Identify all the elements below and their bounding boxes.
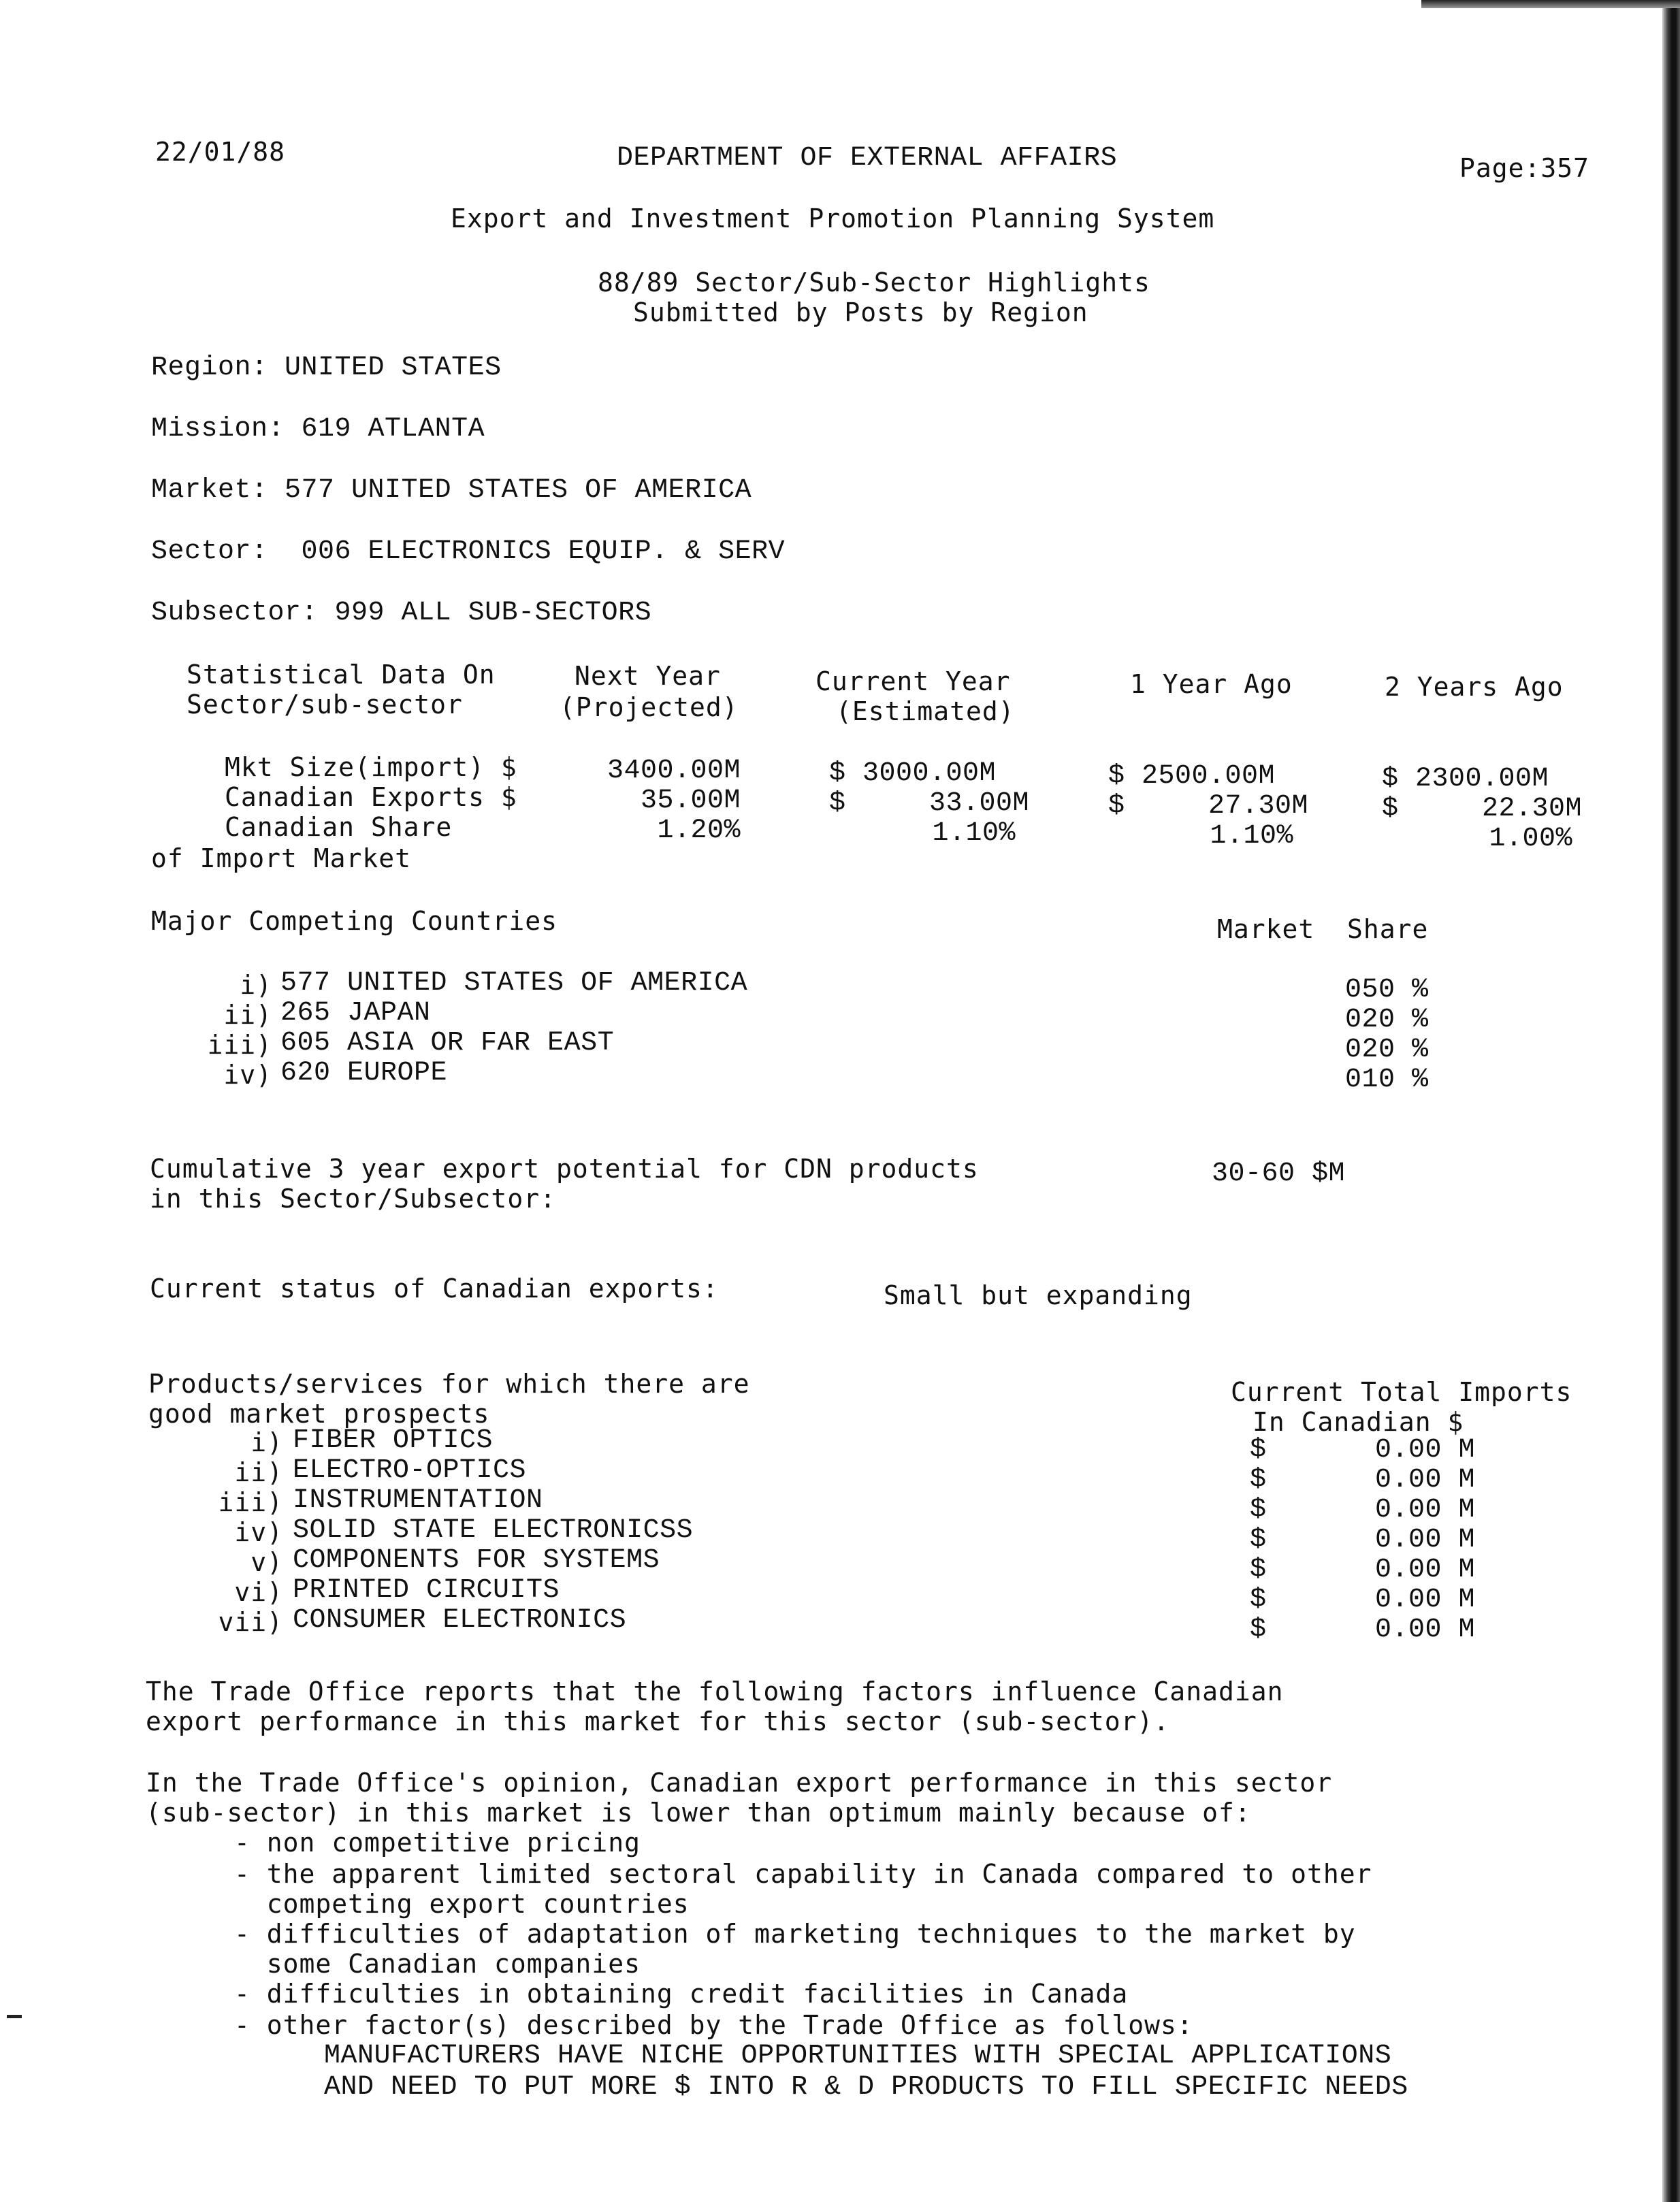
- other-factors-text: MANUFACTURERS HAVE NICHE OPPORTUNITIES WITH SPECIAL APPLICATIONS: [324, 2041, 1392, 2071]
- product-name: INSTRUMENTATION: [293, 1485, 543, 1516]
- stats-cell: 1.10%: [932, 818, 1016, 849]
- competitor-name: 265 JAPAN: [280, 998, 431, 1029]
- imports-heading-2: In Canadian $: [1253, 1407, 1464, 1437]
- currency-symbol: $: [1250, 1495, 1267, 1525]
- stats-cell: $ 22.30M: [1382, 794, 1583, 824]
- page-edge-shadow: [1662, 0, 1680, 2202]
- product-imports-value: 0.00 M: [1375, 1525, 1476, 1555]
- factor-bullet: - difficulties of adaptation of marketing techniques to the market by: [234, 1919, 1356, 1949]
- export-potential-label-2: in this Sector/Subsector:: [150, 1184, 556, 1214]
- stats-cell: $ 3000.00M: [829, 758, 997, 789]
- list-item-number: ii): [234, 1457, 283, 1487]
- system-title: Export and Investment Promotion Planning System: [451, 204, 1215, 233]
- stats-cell: 1.00%: [1489, 824, 1572, 854]
- department-title: DEPARTMENT OF EXTERNAL AFFAIRS: [617, 143, 1118, 174]
- page-corner-shadow: [1421, 0, 1680, 8]
- list-item-number: v): [251, 1547, 283, 1577]
- stats-cell: 1.10%: [1210, 821, 1293, 852]
- list-item-number: iii): [218, 1487, 283, 1517]
- competitor-name: 605 ASIA OR FAR EAST: [280, 1028, 615, 1058]
- product-name: PRINTED CIRCUITS: [293, 1575, 560, 1606]
- currency-symbol: $: [1250, 1555, 1267, 1585]
- stats-cell: $ 33.00M: [829, 788, 1030, 819]
- stats-row-label: Canadian Share: [225, 812, 453, 842]
- list-item-number: iv): [223, 1060, 272, 1090]
- product-imports-value: 0.00 M: [1375, 1435, 1476, 1466]
- currency-symbol: $: [1250, 1525, 1267, 1555]
- factors-intro: The Trade Office reports that the following factors influence Canadian: [146, 1677, 1284, 1706]
- product-name: CONSUMER ELECTRONICS: [293, 1605, 627, 1636]
- stats-row-label: Canadian Exports $: [225, 782, 517, 812]
- competitor-share: 050 %: [1345, 975, 1429, 1005]
- column-header-current-year: Current Year: [815, 666, 1011, 696]
- export-potential-label: Cumulative 3 year export potential for CDN products: [150, 1154, 979, 1184]
- competitor-share: 020 %: [1345, 1005, 1429, 1035]
- report-subtitle-2: Submitted by Posts by Region: [633, 297, 1088, 327]
- column-header-next-year: Next Year: [575, 661, 721, 691]
- market-field: Market: 577 UNITED STATES OF AMERICA: [151, 475, 752, 506]
- product-name: SOLID STATE ELECTRONICSS: [293, 1515, 694, 1546]
- list-item-number: vii): [218, 1607, 283, 1637]
- competitor-name: 577 UNITED STATES OF AMERICA: [280, 968, 748, 999]
- stats-row-label: Mkt Size(import) $: [225, 752, 517, 782]
- factor-bullet-continued: some Canadian companies: [234, 1949, 641, 1979]
- export-status-value: Small but expanding: [884, 1280, 1193, 1310]
- list-item-number: iii): [207, 1030, 272, 1060]
- scan-mark: [7, 2015, 22, 2018]
- factor-bullet: - non competitive pricing: [234, 1828, 641, 1858]
- list-item-number: vi): [234, 1577, 283, 1607]
- column-header-1-year-ago: 1 Year Ago: [1130, 669, 1293, 699]
- list-item-number: ii): [223, 1000, 272, 1030]
- product-imports-value: 0.00 M: [1375, 1555, 1476, 1585]
- opinion-paragraph: In the Trade Office's opinion, Canadian export performance in this sector: [146, 1768, 1333, 1798]
- stats-cell: 35.00M: [640, 786, 741, 816]
- list-item-number: i): [240, 970, 272, 1000]
- stats-cell: $ 2500.00M: [1108, 761, 1276, 792]
- currency-symbol: $: [1250, 1465, 1267, 1495]
- factor-bullet-continued: competing export countries: [234, 1889, 690, 1919]
- factor-bullet: - difficulties in obtaining credit facilities in Canada: [234, 1979, 1129, 2009]
- factor-bullet: - other factor(s) described by the Trade Office as follows:: [234, 2010, 1193, 2040]
- currency-symbol: $: [1250, 1435, 1267, 1466]
- mission-field: Mission: 619 ATLANTA: [151, 414, 485, 444]
- page-number: Page:357: [1459, 153, 1590, 183]
- sector-field: Sector: 006 ELECTRONICS EQUIP. & SERV: [151, 536, 786, 567]
- stats-row-label-2: of Import Market: [151, 843, 412, 873]
- export-status-label: Current status of Canadian exports:: [150, 1274, 719, 1304]
- stats-cell: $ 27.30M: [1108, 791, 1309, 822]
- product-name: COMPONENTS FOR SYSTEMS: [293, 1545, 660, 1576]
- product-imports-value: 0.00 M: [1375, 1465, 1476, 1495]
- stats-cell: $ 2300.00M: [1382, 764, 1549, 794]
- stats-cell: 3400.00M: [607, 756, 741, 786]
- product-name: ELECTRO-OPTICS: [293, 1455, 527, 1486]
- product-imports-value: 0.00 M: [1375, 1615, 1476, 1645]
- competitors-heading: Major Competing Countries: [151, 906, 558, 936]
- factors-intro-2: export performance in this market for this sector (sub-sector).: [146, 1706, 1170, 1736]
- other-factors-text-2: AND NEED TO PUT MORE $ INTO R & D PRODUCTS TO FILL SPECIFIC NEEDS: [324, 2072, 1408, 2103]
- stats-heading-2: Sector/sub-sector: [187, 690, 463, 719]
- export-potential-value: 30-60 $M: [1212, 1159, 1346, 1189]
- factor-bullet: - the apparent limited sectoral capability in Canada compared to other: [234, 1859, 1372, 1889]
- product-name: FIBER OPTICS: [293, 1425, 494, 1456]
- region-field: Region: UNITED STATES: [151, 353, 502, 383]
- products-heading: Products/services for which there are: [148, 1369, 750, 1399]
- stats-cell: 1.20%: [657, 815, 741, 846]
- products-heading-2: good market prospects: [148, 1399, 490, 1429]
- report-date: 22/01/88: [155, 137, 286, 167]
- competitor-share: 010 %: [1345, 1065, 1429, 1095]
- currency-symbol: $: [1250, 1615, 1267, 1645]
- competitor-name: 620 EUROPE: [280, 1058, 448, 1088]
- column-subheader-current-year: (Estimated): [836, 696, 1015, 726]
- list-item-number: i): [251, 1427, 283, 1457]
- product-imports-value: 0.00 M: [1375, 1585, 1476, 1615]
- imports-heading: Current Total Imports: [1231, 1377, 1572, 1407]
- opinion-paragraph-2: (sub-sector) in this market is lower than optimum mainly because of:: [146, 1798, 1251, 1828]
- column-header-2-years-ago: 2 Years Ago: [1385, 672, 1564, 702]
- subsector-field: Subsector: 999 ALL SUB-SECTORS: [151, 598, 652, 628]
- market-share-heading: Market Share: [1217, 914, 1429, 944]
- product-imports-value: 0.00 M: [1375, 1495, 1476, 1525]
- column-subheader-next-year: (Projected): [560, 692, 739, 722]
- stats-heading: Statistical Data On: [187, 660, 496, 690]
- list-item-number: iv): [234, 1517, 283, 1547]
- competitor-share: 020 %: [1345, 1035, 1429, 1065]
- currency-symbol: $: [1250, 1585, 1267, 1615]
- report-subtitle: 88/89 Sector/Sub-Sector Highlights: [598, 268, 1150, 297]
